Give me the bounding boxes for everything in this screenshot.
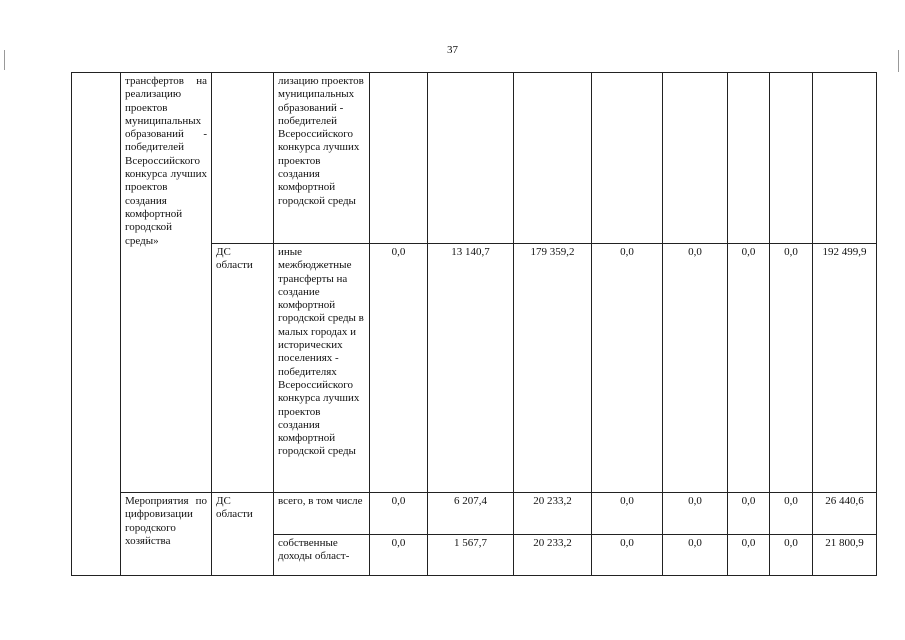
value-cell: 26 440,6 <box>813 493 877 535</box>
measure-name-cell <box>121 73 212 493</box>
value-cell: 0,0 <box>663 244 728 493</box>
number-cell <box>72 73 121 576</box>
value-cell <box>514 73 592 244</box>
value-cell: 0,0 <box>592 535 663 576</box>
table-row <box>72 493 877 535</box>
value-cell: 0,0 <box>370 493 428 535</box>
agency-cell: ДС области <box>212 244 274 493</box>
value-cell: 0,0 <box>370 535 428 576</box>
value-cell: 0,0 <box>592 493 663 535</box>
measure-name-1: трансфертов на реализацию проектов муниципальных образований - победителей Всероссийского конкурса лучших проектов создания комфортной городской среды» <box>125 75 207 247</box>
funding-desc-2: иные межбюджетные трансферты на создание комфортной городской среды в малых городах и исторических поселениях - победителях Всероссийского конкурса лучших проектов создания комфортной городской среды <box>278 246 364 458</box>
measure-name-2: Мероприятия по цифровизации городского хозяйства <box>125 495 207 547</box>
value-cell: 0,0 <box>592 244 663 493</box>
value-cell: 20 233,2 <box>514 493 592 535</box>
value-cell: 0,0 <box>663 493 728 535</box>
value-cell <box>370 73 428 244</box>
value-cell <box>428 73 514 244</box>
value-cell: 179 359,2 <box>514 244 592 493</box>
funding-desc-cell <box>274 73 370 244</box>
value-cell: 0,0 <box>728 535 770 576</box>
value-cell: 0,0 <box>728 493 770 535</box>
budget-table <box>71 72 877 576</box>
value-cell: 0,0 <box>770 535 813 576</box>
measure-name-cell <box>121 493 212 576</box>
agency-cell: ДС области <box>212 493 274 576</box>
page-number: 37 <box>447 44 458 56</box>
agency-cell <box>212 73 274 244</box>
value-cell: 192 499,9 <box>813 244 877 493</box>
value-cell <box>592 73 663 244</box>
value-cell: 0,0 <box>770 493 813 535</box>
funding-desc-cell <box>274 493 370 535</box>
funding-desc-3: всего, в том числе <box>278 495 363 507</box>
funding-desc-cell <box>274 535 370 576</box>
right-edge-mark <box>898 50 899 72</box>
value-cell <box>728 73 770 244</box>
table-row <box>72 73 877 244</box>
value-cell: 0,0 <box>770 244 813 493</box>
funding-desc-1: лизацию проектов муниципальных образований - победителей Всероссийского конкурса лучших проектов создания комфортной городской среды <box>278 75 364 207</box>
left-edge-mark <box>4 50 5 70</box>
value-cell: 0,0 <box>728 244 770 493</box>
value-cell <box>663 73 728 244</box>
value-cell: 20 233,2 <box>514 535 592 576</box>
funding-desc-cell <box>274 244 370 493</box>
value-cell: 0,0 <box>663 535 728 576</box>
value-cell: 21 800,9 <box>813 535 877 576</box>
value-cell: 6 207,4 <box>428 493 514 535</box>
value-cell: 1 567,7 <box>428 535 514 576</box>
value-cell <box>770 73 813 244</box>
value-cell: 0,0 <box>370 244 428 493</box>
funding-desc-4: собственные доходы област- <box>278 537 350 563</box>
value-cell <box>813 73 877 244</box>
value-cell: 13 140,7 <box>428 244 514 493</box>
